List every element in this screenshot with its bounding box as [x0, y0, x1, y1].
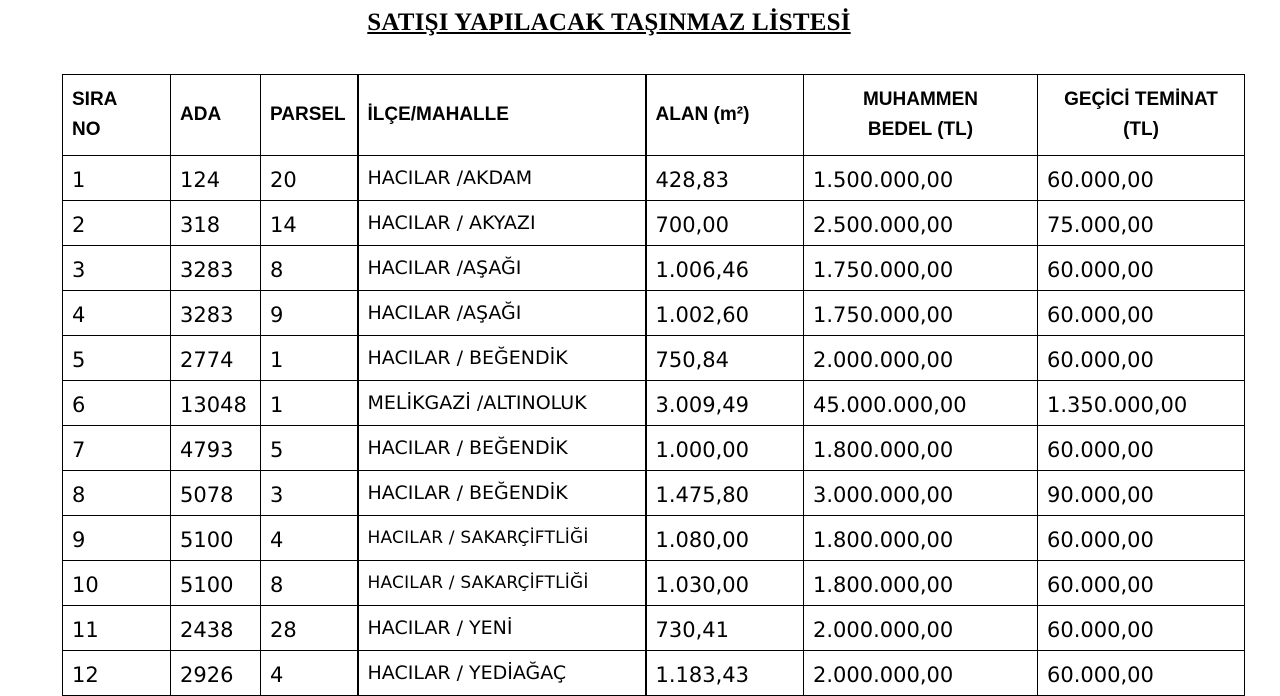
- cell-ada: 3283: [171, 246, 261, 291]
- cell-muhammen-bedel: 1.750.000,00: [804, 291, 1038, 336]
- cell-alan: 3.009,49: [646, 381, 804, 426]
- cell-muhammen-bedel: 2.000.000,00: [804, 651, 1038, 696]
- header-ilce-mahalle: İLÇE/MAHALLE: [358, 75, 646, 156]
- table-row: [63, 381, 1245, 426]
- cell-alan: 700,00: [646, 201, 804, 246]
- cell-muhammen-bedel: 45.000.000,00: [804, 381, 1038, 426]
- cell-gecici-teminat: 60.000,00: [1038, 651, 1245, 696]
- cell-ada: 5078: [171, 471, 261, 516]
- cell-alan: 1.183,43: [646, 651, 804, 696]
- cell-ilce-mahalle: HACILAR /AŞAĞI: [358, 246, 646, 291]
- header-parsel: PARSEL: [261, 75, 358, 156]
- cell-ada: 2438: [171, 606, 261, 651]
- cell-ada: 318: [171, 201, 261, 246]
- cell-ilce-mahalle: HACILAR / AKYAZI: [358, 201, 646, 246]
- table-row: [63, 516, 1245, 561]
- cell-ada: 5100: [171, 561, 261, 606]
- header-gecici-teminat: GEÇİCİ TEMİNAT (TL): [1038, 75, 1245, 156]
- cell-sira: 4: [63, 291, 171, 336]
- cell-parsel: 5: [261, 426, 358, 471]
- table-row: [63, 561, 1245, 606]
- cell-alan: 1.475,80: [646, 471, 804, 516]
- cell-ada: 2926: [171, 651, 261, 696]
- cell-muhammen-bedel: 1.800.000,00: [804, 561, 1038, 606]
- cell-gecici-teminat: 75.000,00: [1038, 201, 1245, 246]
- cell-ilce-mahalle: HACILAR / YENİ: [358, 606, 646, 651]
- cell-gecici-teminat: 1.350.000,00: [1038, 381, 1245, 426]
- cell-parsel: 1: [261, 336, 358, 381]
- cell-alan: 1.030,00: [646, 561, 804, 606]
- property-table: [62, 74, 1245, 696]
- cell-sira: 6: [63, 381, 171, 426]
- cell-alan: 428,83: [646, 156, 804, 201]
- cell-alan: 1.006,46: [646, 246, 804, 291]
- header-sira-no: SIRA NO: [63, 75, 171, 156]
- cell-gecici-teminat: 60.000,00: [1038, 561, 1245, 606]
- cell-sira: 1: [63, 156, 171, 201]
- cell-alan: 1.000,00: [646, 426, 804, 471]
- cell-parsel: 3: [261, 471, 358, 516]
- cell-ada: 13048: [171, 381, 261, 426]
- cell-alan: 750,84: [646, 336, 804, 381]
- cell-parsel: 9: [261, 291, 358, 336]
- table-row: [63, 246, 1245, 291]
- cell-parsel: 28: [261, 606, 358, 651]
- cell-parsel: 4: [261, 516, 358, 561]
- document-title: SATIŞI YAPILACAK TAŞINMAZ LİSTESİ: [367, 9, 851, 36]
- table-row: [63, 336, 1245, 381]
- cell-ilce-mahalle: MELİKGAZİ /ALTINOLUK: [358, 381, 646, 426]
- table-header-row: [63, 75, 1245, 156]
- cell-gecici-teminat: 60.000,00: [1038, 606, 1245, 651]
- table-row: [63, 606, 1245, 651]
- cell-ilce-mahalle: HACILAR / YEDİAĞAÇ: [358, 651, 646, 696]
- cell-ilce-mahalle: HACILAR /AKDAM: [358, 156, 646, 201]
- cell-ilce-mahalle: HACILAR / BEĞENDİK: [358, 471, 646, 516]
- cell-ilce-mahalle: HACILAR /AŞAĞI: [358, 291, 646, 336]
- cell-sira: 8: [63, 471, 171, 516]
- cell-gecici-teminat: 60.000,00: [1038, 156, 1245, 201]
- cell-muhammen-bedel: 1.500.000,00: [804, 156, 1038, 201]
- cell-ada: 124: [171, 156, 261, 201]
- header-ada: ADA: [171, 75, 261, 156]
- cell-alan: 730,41: [646, 606, 804, 651]
- cell-sira: 2: [63, 201, 171, 246]
- cell-ada: 5100: [171, 516, 261, 561]
- cell-alan: 1.080,00: [646, 516, 804, 561]
- table-row: [63, 156, 1245, 201]
- cell-gecici-teminat: 90.000,00: [1038, 471, 1245, 516]
- cell-gecici-teminat: 60.000,00: [1038, 516, 1245, 561]
- cell-gecici-teminat: 60.000,00: [1038, 246, 1245, 291]
- cell-sira: 5: [63, 336, 171, 381]
- cell-parsel: 14: [261, 201, 358, 246]
- header-alan: ALAN (m²): [646, 75, 804, 156]
- cell-sira: 3: [63, 246, 171, 291]
- cell-ada: 3283: [171, 291, 261, 336]
- cell-sira: 7: [63, 426, 171, 471]
- table-row: [63, 651, 1245, 696]
- cell-sira: 10: [63, 561, 171, 606]
- cell-ilce-mahalle: HACILAR / SAKARÇİFTLİĞİ: [358, 516, 646, 561]
- cell-parsel: 1: [261, 381, 358, 426]
- cell-parsel: 20: [261, 156, 358, 201]
- cell-alan: 1.002,60: [646, 291, 804, 336]
- table-body: [63, 156, 1245, 696]
- cell-ada: 4793: [171, 426, 261, 471]
- cell-gecici-teminat: 60.000,00: [1038, 336, 1245, 381]
- cell-ada: 2774: [171, 336, 261, 381]
- cell-sira: 9: [63, 516, 171, 561]
- cell-gecici-teminat: 60.000,00: [1038, 291, 1245, 336]
- cell-muhammen-bedel: 1.800.000,00: [804, 426, 1038, 471]
- table-row: [63, 471, 1245, 516]
- header-muhammen-bedel: MUHAMMEN BEDEL (TL): [804, 75, 1038, 156]
- cell-parsel: 8: [261, 246, 358, 291]
- cell-muhammen-bedel: 1.750.000,00: [804, 246, 1038, 291]
- cell-ilce-mahalle: HACILAR / BEĞENDİK: [358, 426, 646, 471]
- cell-muhammen-bedel: 2.500.000,00: [804, 201, 1038, 246]
- cell-sira: 12: [63, 651, 171, 696]
- cell-ilce-mahalle: HACILAR / BEĞENDİK: [358, 336, 646, 381]
- cell-muhammen-bedel: 2.000.000,00: [804, 336, 1038, 381]
- table-row: [63, 291, 1245, 336]
- cell-muhammen-bedel: 2.000.000,00: [804, 606, 1038, 651]
- cell-parsel: 4: [261, 651, 358, 696]
- cell-ilce-mahalle: HACILAR / SAKARÇİFTLİĞİ: [358, 561, 646, 606]
- cell-muhammen-bedel: 1.800.000,00: [804, 516, 1038, 561]
- cell-sira: 11: [63, 606, 171, 651]
- table-row: [63, 426, 1245, 471]
- cell-parsel: 8: [261, 561, 358, 606]
- cell-gecici-teminat: 60.000,00: [1038, 426, 1245, 471]
- table-row: [63, 201, 1245, 246]
- cell-muhammen-bedel: 3.000.000,00: [804, 471, 1038, 516]
